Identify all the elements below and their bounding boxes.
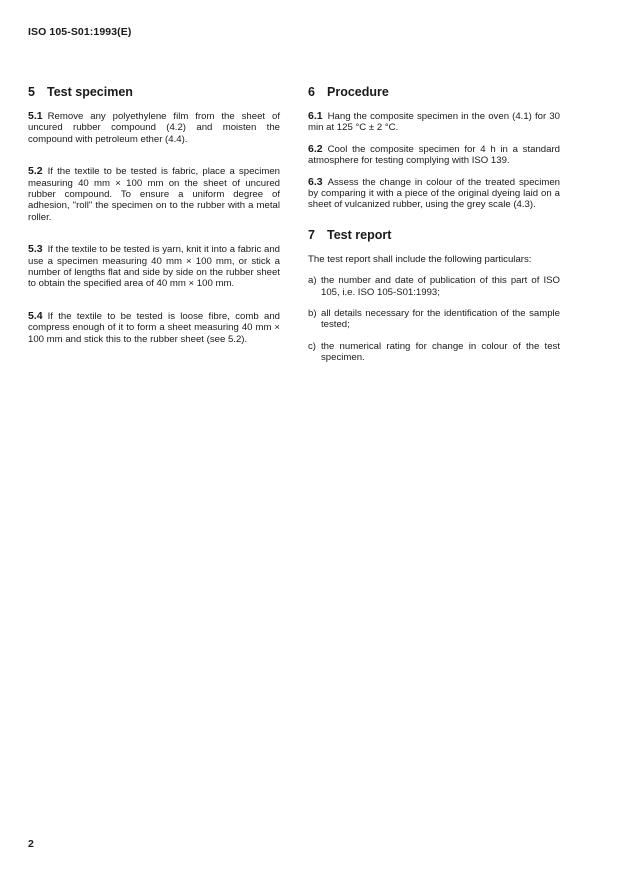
- clause-6-2-text: Cool the composite specimen for 4 h in a standard atmosphere for testing complying with ISO 139.: [308, 143, 560, 167]
- report-item-c-label: c): [308, 340, 316, 352]
- section-6-heading: [308, 84, 560, 100]
- clause-6-1-text: Hang the composite specimen in the oven (4.1) for 30 min at 125 °C ± 2 °C.: [308, 111, 560, 134]
- report-item-a-text: the number and date of publication of this part of ISO 105, i.e. ISO 105-S01:1993;: [321, 275, 560, 298]
- clause-5-3-number: 5.3: [28, 243, 43, 256]
- report-item-b-label: b): [308, 308, 317, 320]
- clause-5-4-number: 5.4: [28, 309, 43, 322]
- clause-6-2-number: 6.2: [308, 142, 323, 155]
- section-5-heading: [28, 84, 280, 100]
- clause-5-3-text: If the textile to be tested is yarn, knit it into a fabric and use a specimen measuring 40 mm × 100 mm, or stick a number of lengths flat and side by side on the rubber sheet to obtain the specified area of 40 mm × 100 mm.: [28, 244, 280, 290]
- clause-5-3: [28, 244, 280, 290]
- report-item-c-text: the numerical rating for change in colour of the test specimen.: [321, 340, 560, 364]
- clause-5-2: [28, 166, 280, 223]
- right-column: [308, 84, 560, 364]
- clause-5-2-text: If the textile to be tested is fabric, place a specimen measuring 40 mm × 100 mm on the sheet of uncured rubber compound. To ensure a uniform degree of adhesion, "roll" the specimen on to the rubber with a metal roller.: [28, 166, 280, 223]
- report-intro: The test report shall include the following particulars:: [308, 253, 532, 265]
- clause-6-3-text: Assess the change in colour of the treated specimen by comparing it with a piece of the original dyeing laid on a sheet of vulcanized rubber, using the grey scale (4.3).: [308, 176, 560, 211]
- clause-6-1: [308, 111, 560, 134]
- section-7-number: 7: [308, 227, 315, 242]
- clause-5-4: [28, 311, 280, 345]
- section-5-title: Test specimen: [47, 85, 133, 99]
- page-number: 2: [28, 838, 34, 850]
- clause-5-1-number: 5.1: [28, 110, 43, 122]
- report-item-b-text: all details necessary for the identification of the sample tested;: [321, 308, 560, 331]
- document-header: ISO 105-S01:1993(E): [28, 26, 132, 38]
- report-item-c: [308, 341, 560, 364]
- section-6-number: 6: [308, 85, 315, 99]
- section-5-number: 5: [28, 85, 35, 99]
- section-7-title: Test report: [327, 227, 392, 242]
- clause-5-1: [28, 111, 280, 145]
- section-6-title: Procedure: [327, 85, 389, 99]
- clause-5-1-text: Remove any polyethylene film from the sheet of uncured rubber compound (4.2) and moisten the compound with petroleum ether (4.4).: [28, 111, 280, 145]
- clause-6-1-number: 6.1: [308, 110, 323, 122]
- clause-5-4-text: If the textile to be tested is loose fibre, comb and compress enough of it to form a sheet measuring 40 mm × 100 mm and stick this to the rubber sheet (see 5.2).: [28, 310, 280, 345]
- section-7-heading: [308, 227, 560, 243]
- report-item-a-label: a): [308, 275, 317, 287]
- left-column: [28, 84, 280, 345]
- clause-6-3-number: 6.3: [308, 175, 323, 188]
- report-item-b: [308, 308, 560, 331]
- clause-6-3: [308, 177, 560, 211]
- report-item-a: [308, 275, 560, 298]
- clause-6-2: [308, 144, 560, 167]
- clause-5-2-number: 5.2: [28, 165, 43, 178]
